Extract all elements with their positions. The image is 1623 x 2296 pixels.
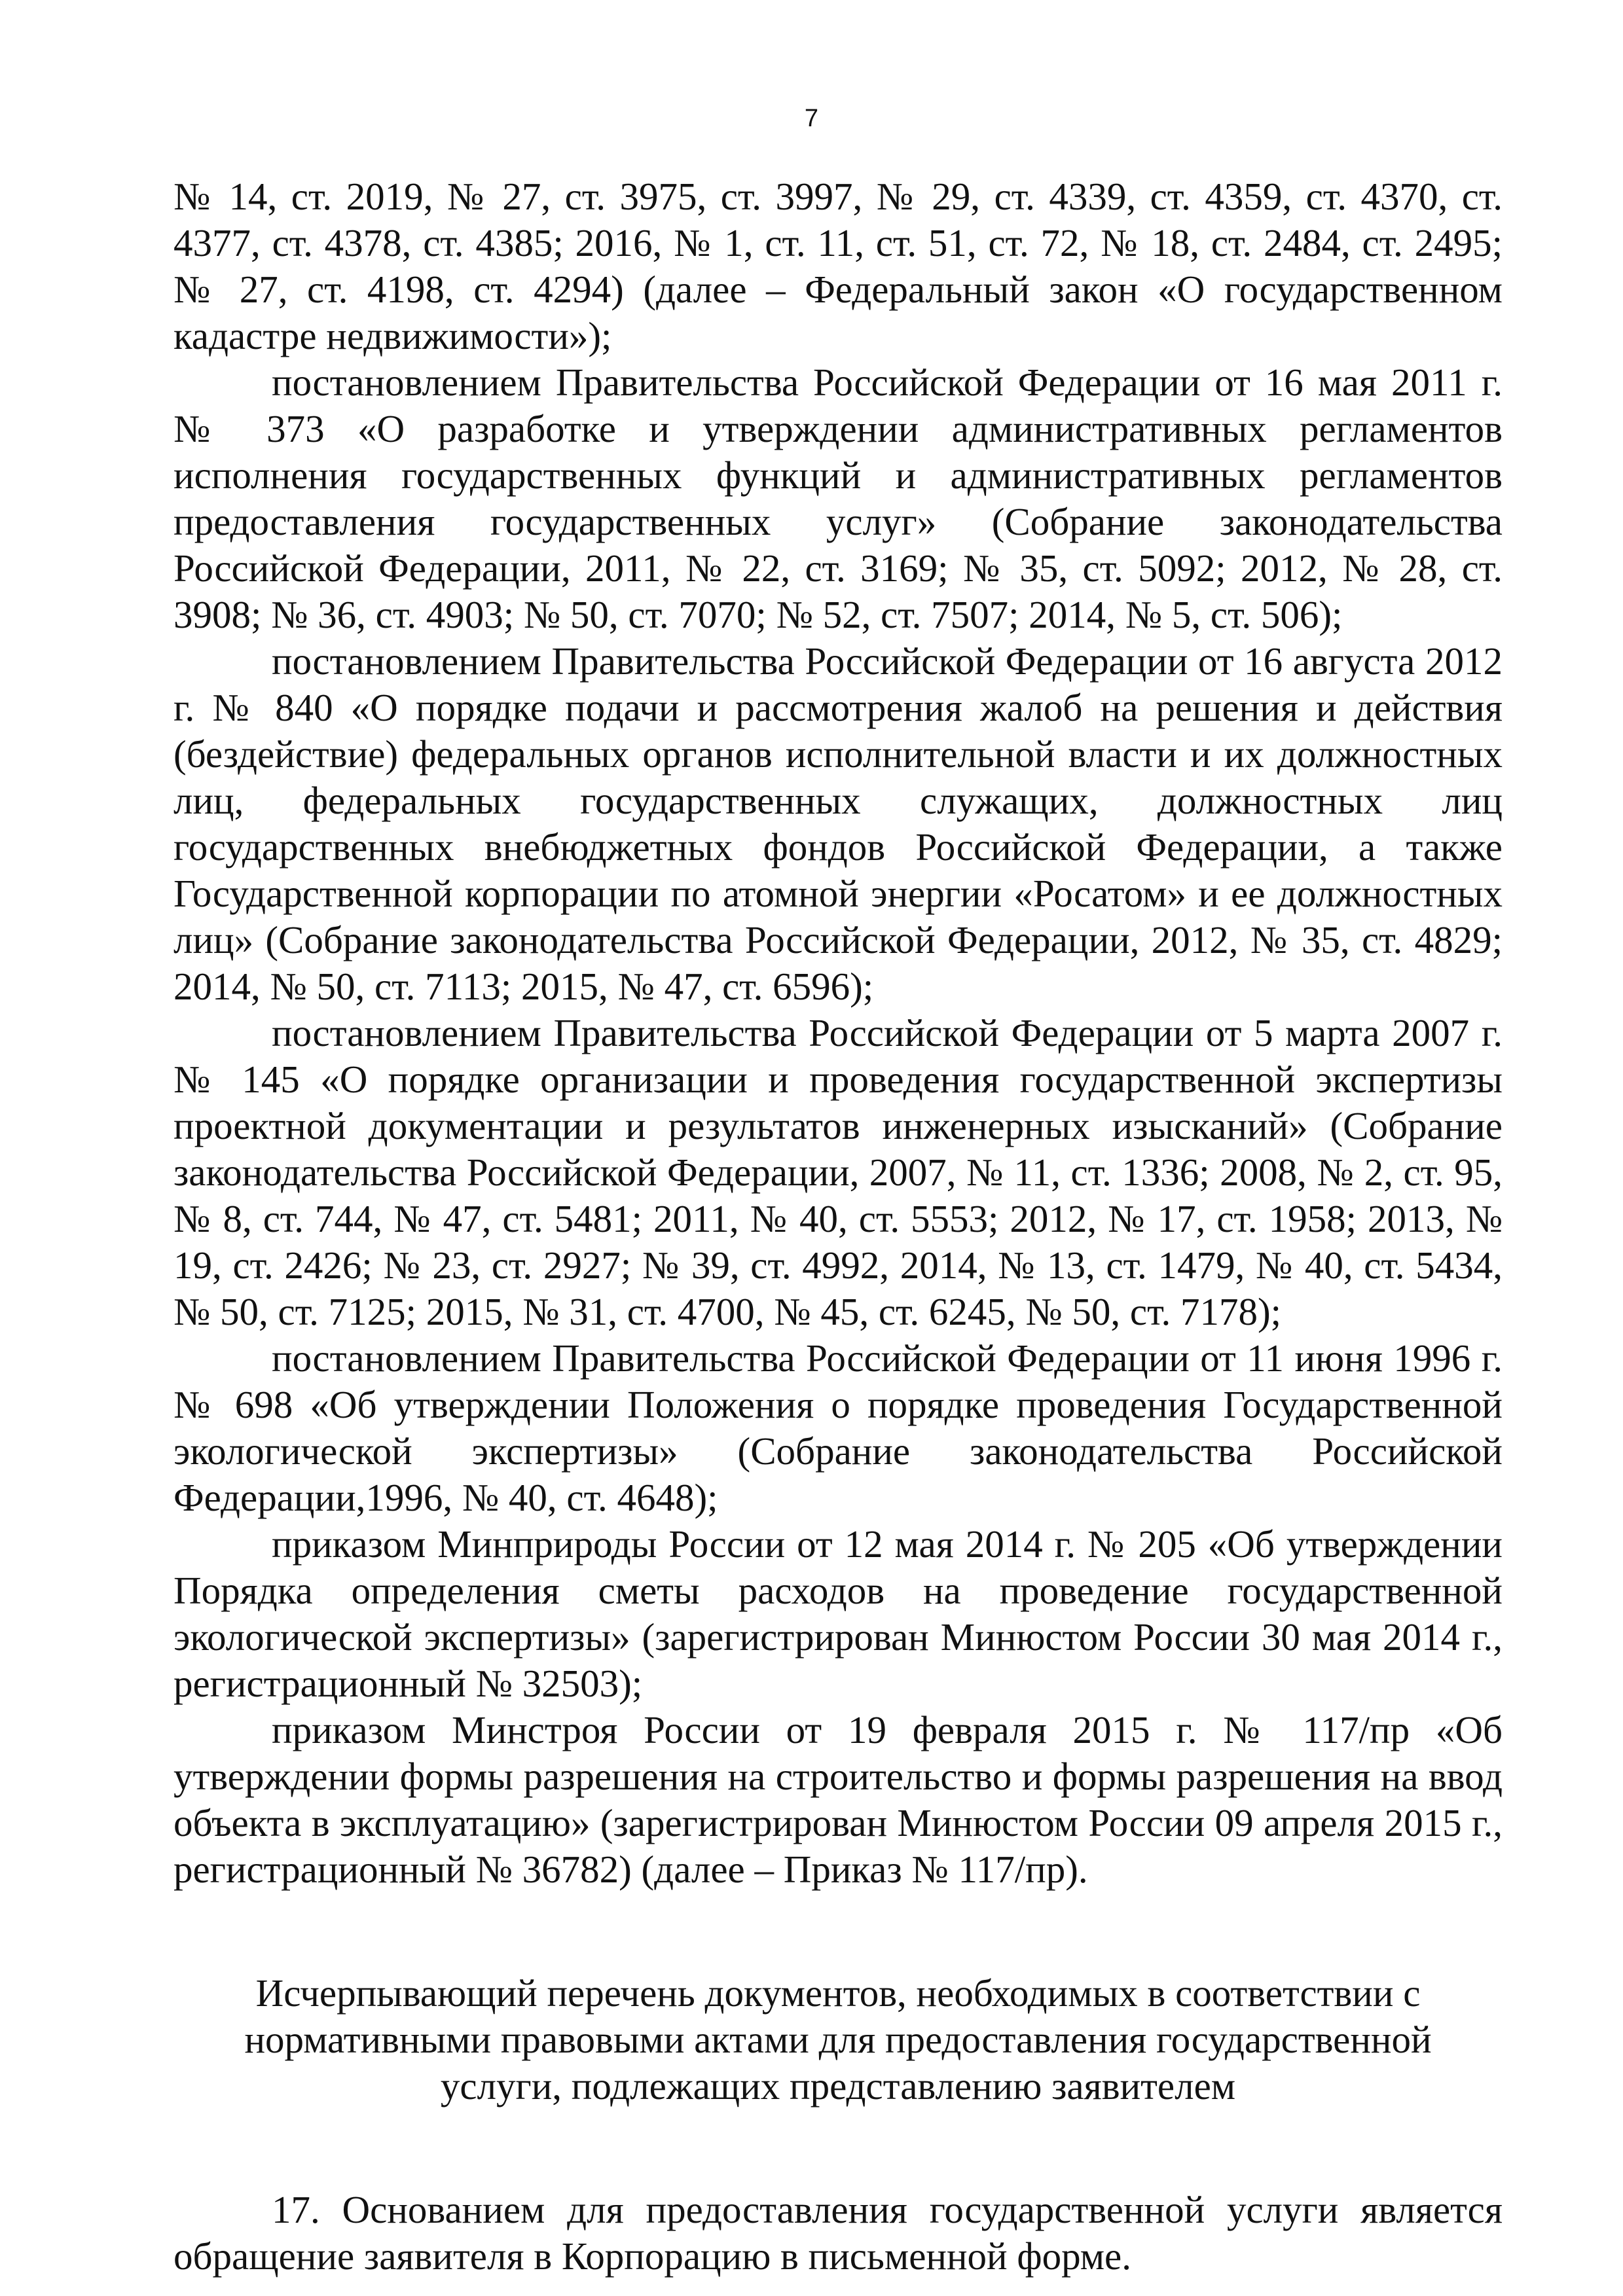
paragraph-resolution-145: постановлением Правительства Российской Федерации от 5 марта 2007 г. № 145 «О порядке организации и проведения государственной экспертизы проектной документации и результатов инженерных изысканий» (Собрание законодательства Российской Федерации, 2007, № 11, ст. 1336; 2008, № 2, ст. 95, № 8, ст. 744, № 47, ст. 5481; 2011, № 40, ст. 5553; 2012, № 17, ст. 1958; 2013, № 19, ст. 2426; № 23, ст. 2927; № 39, ст. 4992, 2014, № 13, ст. 1479, № 40, ст. 5434, № 50, ст. 7125; 2015, № 31, ст. 4700, № 45, ст. 6245, № 50, ст. 7178); bbox=[173, 1011, 1503, 1333]
paragraph-law-references: № 14, ст. 2019, № 27, ст. 3975, ст. 3997, № 29, ст. 4339, ст. 4359, ст. 4370, ст. 4377, ст. 4378, ст. 4385; 2016, № 1, ст. 11, ст. 51, ст. 72, № 18, ст. 2484, ст. 2495; № 27, ст. 4198, ст. 4294) (далее – Федеральный закон «О государственном кадастре недвижимости»); bbox=[173, 175, 1503, 357]
paragraph-resolution-698: постановлением Правительства Российской Федерации от 11 июня 1996 г. № 698 «Об утверждении Положения о порядке проведения Государственной экологической экспертизы» (Собрание законодательства Российской Федерации,1996, № 40, ст. 4648); bbox=[173, 1336, 1503, 1519]
paragraph-resolution-373: постановлением Правительства Российской Федерации от 16 мая 2011 г. № 373 «О разработке и утверждении административных регламентов исполнения государственных функций и административных регламентов предоставления государственных услуг» (Собрание законодательства Российской Федерации, 2011, № 22, ст. 3169; № 35, ст. 5092; 2012, № 28, ст. 3908; № 36, ст. 4903; № 50, ст. 7070; № 52, ст. 7507; 2014, № 5, ст. 506); bbox=[173, 361, 1503, 636]
document-body bbox=[173, 173, 1503, 2280]
paragraph-resolution-840: постановлением Правительства Российской Федерации от 16 августа 2012 г. № 840 «О порядке подачи и рассмотрения жалоб на решения и действия (бездействие) федеральных органов исполнительной власти и их должностных лиц, федеральных государственных служащих, должностных лиц государственных внебюджетных фондов Российской Федерации, а также Государственной корпорации по атомной энергии «Росатом» и ее должностных лиц» (Собрание законодательства Российской Федерации, 2012, № 35, ст. 4829; 2014, № 50, ст. 7113; 2015, № 47, ст. 6596); bbox=[173, 639, 1503, 1008]
page-number: 7 bbox=[804, 105, 819, 132]
paragraph-17: 17. Основанием для предоставления государственной услуги является обращение заявителя в Корпорацию в письменной форме. bbox=[173, 2188, 1503, 2278]
paragraph-order-205: приказом Минприроды России от 12 мая 2014 г. № 205 «Об утверждении Порядка определения сметы расходов на проведение государственной экологической экспертизы» (зарегистрирован Минюстом России 30 мая 2014 г., регистрационный № 32503); bbox=[173, 1522, 1503, 1705]
section-heading: Исчерпывающий перечень документов, необходимых в соответствии с нормативными правовыми актами для предоставления государственной услуги, подлежащих представлению заявителем bbox=[244, 1971, 1432, 2108]
paragraph-order-117: приказом Минстроя России от 19 февраля 2015 г. № 117/пр «Об утверждении формы разрешения на строительство и формы разрешения на ввод объекта в эксплуатацию» (зарегистрирован Минюстом России 09 апреля 2015 г., регистрационный № 36782) (далее – Приказ № 117/пр). bbox=[173, 1708, 1503, 1891]
